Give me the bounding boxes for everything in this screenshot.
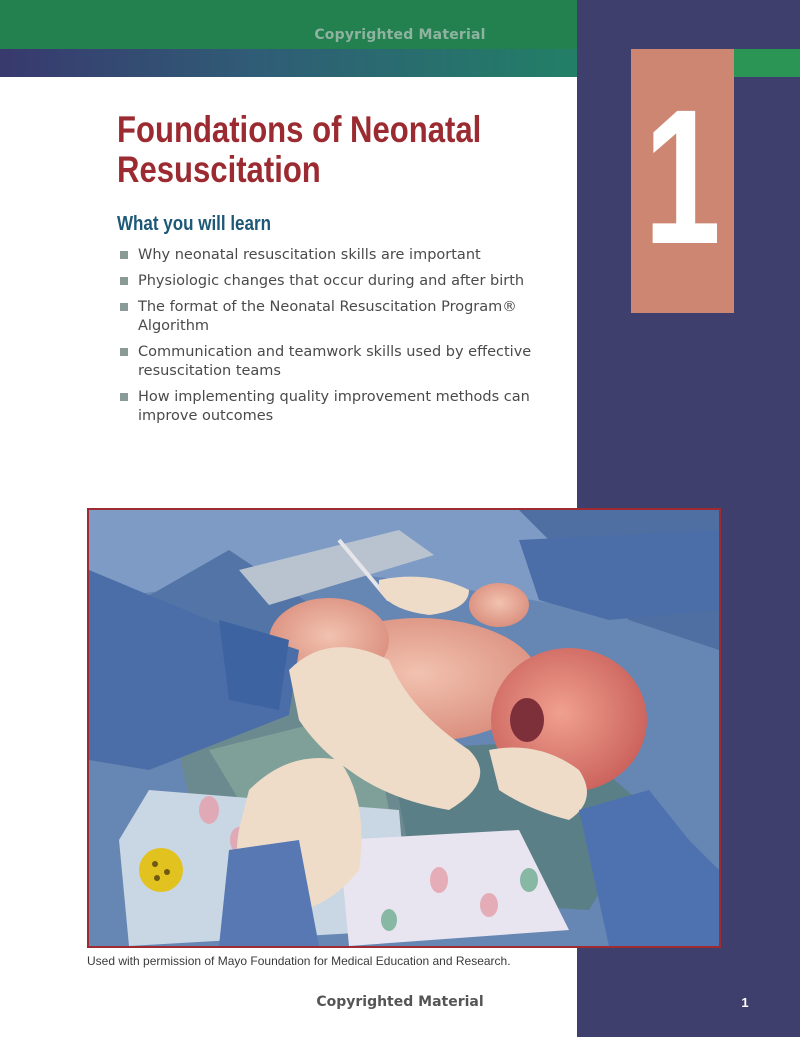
header-gradient-band (0, 49, 577, 77)
square-bullet-icon (120, 348, 128, 356)
side-green-strip (734, 49, 800, 77)
list-item (118, 272, 538, 291)
square-bullet-icon (120, 251, 128, 259)
chapter-number-box (631, 49, 734, 313)
list-item-text-cont: improve outcomes (138, 408, 274, 424)
photo-caption: Used with permission of Mayo Foundation for Medical Education and Research. (87, 954, 511, 968)
square-bullet-icon (120, 303, 128, 311)
chapter-title-line1: Foundations of Neonatal (117, 109, 482, 150)
newborn-photo (87, 508, 721, 948)
list-item-text: Why neonatal resuscitation skills are important (138, 247, 481, 263)
list-item (118, 343, 538, 381)
list-item-text: Communication and teamwork skills used by effective (138, 344, 532, 360)
bottom-watermark: Copyrighted Material (316, 994, 484, 1010)
chapter-title (117, 110, 487, 190)
learn-heading: What you will learn (117, 213, 271, 235)
square-bullet-icon (120, 393, 128, 401)
list-item-text-cont: Algorithm (138, 318, 210, 334)
list-item (118, 388, 538, 426)
list-item-text: The format of the Neonatal Resuscitation Program® (138, 299, 517, 315)
newborn-illustration (89, 510, 719, 946)
list-item (118, 246, 538, 265)
list-item-text: Physiologic changes that occur during and after birth (138, 273, 525, 289)
chapter-number: 1 (644, 69, 721, 284)
learning-objectives-list (118, 246, 538, 433)
list-item (118, 298, 538, 336)
page-number: 1 (741, 995, 749, 1010)
square-bullet-icon (120, 277, 128, 285)
top-watermark: Copyrighted Material (314, 27, 486, 43)
list-item-text-cont: resuscitation teams (138, 363, 281, 379)
list-item-text: How implementing quality improvement methods can (138, 389, 530, 405)
chapter-title-line2: Resuscitation (117, 149, 321, 190)
